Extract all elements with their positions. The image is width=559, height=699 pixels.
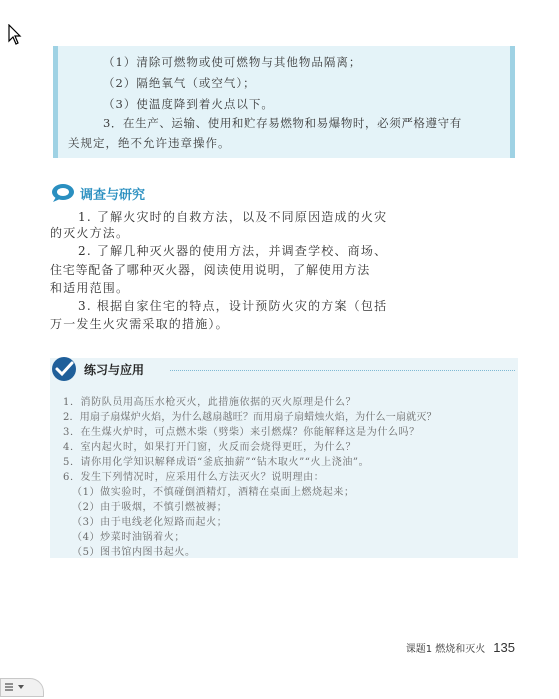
research-para-2c: 和适用范围。 — [50, 281, 130, 295]
practice-question-6: 6．发生下列情况时，应采用什么方法灭火？说明理由： — [63, 472, 325, 483]
box-line-5: 关规定，绝不允许违章操作。 — [68, 136, 231, 150]
page-footer — [406, 640, 515, 655]
practice-question-4: 4．室内起火时，如果打开门窗，火反而会烧得更旺，为什么？ — [63, 442, 357, 453]
box-line-3: （3）使温度降到着火点以下。 — [103, 97, 274, 111]
research-title: 调查与研究 — [80, 187, 146, 203]
practice-subquestion-2: （2）由于吸烟，不慎引燃被褥； — [72, 502, 228, 513]
practice-subquestion-3: （3）由于电线老化短路而起火； — [72, 517, 228, 528]
practice-subquestion-1: （1）做实验时，不慎碰倒酒精灯，酒精在桌面上燃烧起来； — [72, 487, 355, 498]
pen-check-icon — [50, 356, 80, 382]
lesson-title: 课题1 燃烧和灭火 — [405, 644, 486, 655]
fire-extinguishing-methods-box — [53, 46, 515, 158]
practice-title: 练习与应用 — [84, 362, 145, 377]
practice-subquestion-4: （4）炒菜时油锅着火； — [72, 532, 185, 543]
research-para-1: 1. 了解火灾时的自救方法，以及不同原因造成的火灾 — [78, 210, 388, 224]
practice-question-5: 5．请你用化学知识解释成语“釜底抽薪”“钻木取火”“火上浇油”。 — [63, 457, 370, 468]
research-para-3b: 万一发生火灾需采取的措施）。 — [50, 317, 229, 331]
menu-dropdown-icon — [1, 679, 41, 695]
research-para-2b: 住宅等配备了哪种灭火器，阅读使用说明，了解使用方法 — [50, 263, 371, 277]
practice-question-2: 2．用扇子扇煤炉火焰，为什么越扇越旺？而用扇子扇蜡烛火焰，为什么一扇就灭？ — [63, 412, 437, 423]
practice-question-3: 3．在生煤火炉时，可点燃木柴（劈柴）来引燃煤？你能解释这是为什么吗？ — [63, 427, 420, 438]
research-para-2: 2. 了解几种灭火器的使用方法，并调查学校、商场、 — [78, 244, 388, 258]
page-number: 135 — [493, 640, 515, 655]
mouse-pointer-icon — [8, 24, 22, 46]
practice-section-title — [50, 356, 144, 382]
box-line-4: 3．在生产、运输、使用和贮存易燃物和易爆物时，必须严格遵守有 — [103, 116, 462, 130]
box-line-2: （2）隔绝氧气（或空气）； — [103, 76, 256, 90]
box-line-1: （1）清除可燃物或使可燃物与其他物品隔离； — [103, 55, 362, 69]
research-para-3: 3. 根据自家住宅的特点，设计预防火灾的方案（包括 — [78, 299, 388, 313]
practice-subquestion-5: （5）图书馆内图书起火。 — [72, 547, 196, 558]
speech-bubble-icon — [50, 183, 76, 203]
menu-dropdown-button[interactable] — [0, 678, 44, 697]
research-para-1b: 的灭火方法。 — [50, 226, 130, 240]
practice-question-1: 1．消防队员用高压水枪灭火，此措施依据的灭火原理是什么？ — [63, 397, 357, 408]
research-section-title — [50, 183, 145, 203]
practice-divider — [170, 370, 515, 371]
